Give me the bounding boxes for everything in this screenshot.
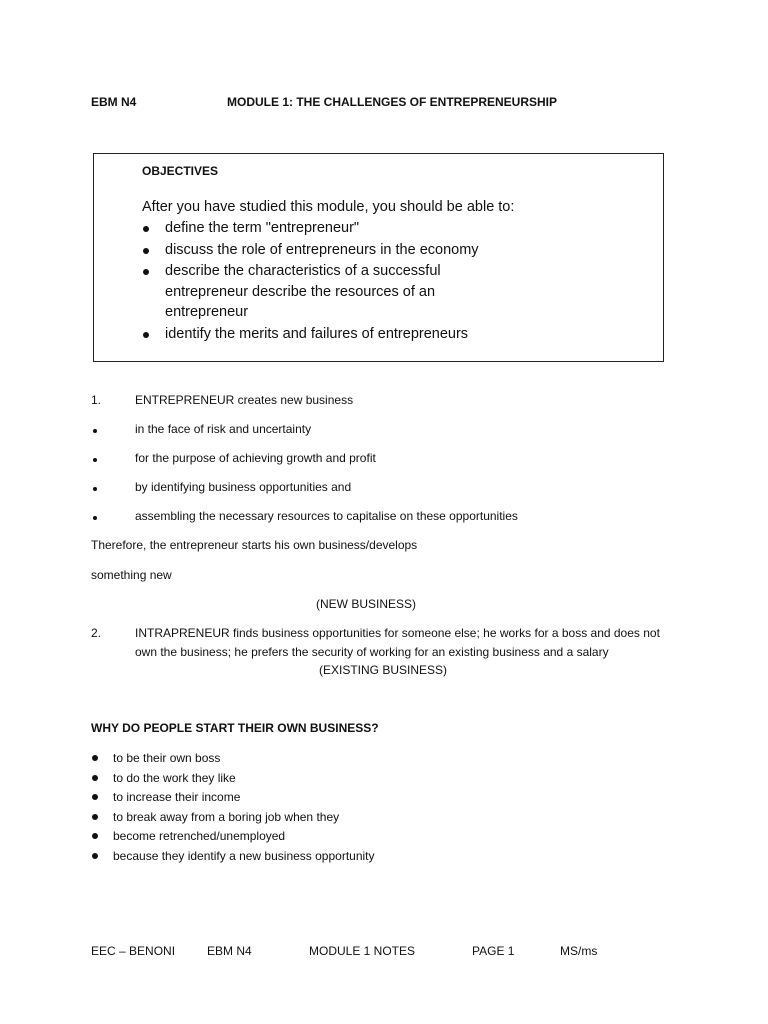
existing-business-note: (EXISTING BUSINESS) xyxy=(319,663,448,677)
footer-notes: MODULE 1 NOTES xyxy=(309,944,416,958)
course-code: EBM N4 xyxy=(91,95,137,109)
footer-college: EEC – BENONI xyxy=(91,944,176,958)
bullet-icon xyxy=(92,833,98,839)
footer-author: MS/ms xyxy=(560,944,598,958)
bullet-icon xyxy=(143,248,149,254)
bullet-icon xyxy=(93,429,97,433)
new-business-note: (NEW BUSINESS) xyxy=(316,597,417,611)
bullet-icon xyxy=(143,269,149,275)
objective-item: identify the merits and failures of entrepreneurs xyxy=(165,326,469,342)
section2-text: INTRAPRENEUR finds business opportunities for someone else; he works for a boss and does not xyxy=(135,626,660,640)
bullet-icon xyxy=(143,226,149,232)
why-item: to do the work they like xyxy=(113,771,236,785)
bullet-icon xyxy=(93,487,97,491)
bullet-icon xyxy=(92,814,98,820)
section2-text-continued: own the business; he prefers the security of working for an existing business and a salary xyxy=(135,645,609,659)
section1-bullet: in the face of risk and uncertainty xyxy=(135,422,312,436)
bullet-icon xyxy=(93,516,97,520)
objectives-intro: After you have studied this module, you should be able to: xyxy=(142,199,515,215)
bullet-icon xyxy=(92,853,98,859)
objective-item: define the term "entrepreneur" xyxy=(165,220,360,236)
bullet-icon xyxy=(92,794,98,800)
why-item: to be their own boss xyxy=(113,751,221,765)
why-item: because they identify a new business opportunity xyxy=(113,849,375,863)
section1-lead: ENTREPRENEUR creates new business xyxy=(135,393,354,407)
therefore-line-continued: something new xyxy=(91,568,172,582)
objectives-heading: OBJECTIVES xyxy=(142,164,219,178)
objective-item-continued: entrepreneur describe the resources of an xyxy=(165,284,436,300)
section2-number: 2. xyxy=(91,626,102,640)
why-heading: WHY DO PEOPLE START THEIR OWN BUSINESS? xyxy=(91,721,379,735)
bullet-icon xyxy=(92,775,98,781)
section1-bullet: assembling the necessary resources to capitalise on these opportunities xyxy=(135,509,518,523)
objective-item: discuss the role of entrepreneurs in the economy xyxy=(165,242,479,258)
objective-item: describe the characteristics of a successful xyxy=(165,263,441,279)
bullet-icon xyxy=(92,755,98,761)
module-title: MODULE 1: THE CHALLENGES OF ENTREPRENEURSHIP xyxy=(227,95,558,109)
why-item: become retrenched/unemployed xyxy=(113,829,286,843)
bullet-icon xyxy=(143,332,149,338)
therefore-line: Therefore, the entrepreneur starts his own business/develops xyxy=(91,538,418,552)
objective-item-continued: entrepreneur xyxy=(165,304,249,320)
footer-course: EBM N4 xyxy=(207,944,252,958)
footer-page: PAGE 1 xyxy=(472,944,515,958)
section1-bullet: by identifying business opportunities and xyxy=(135,480,352,494)
bullet-icon xyxy=(93,458,97,462)
why-item: to increase their income xyxy=(113,790,241,804)
section1-bullet: for the purpose of achieving growth and profit xyxy=(135,451,376,465)
section1-number: 1. xyxy=(91,393,102,407)
why-item: to break away from a boring job when they xyxy=(113,810,340,824)
